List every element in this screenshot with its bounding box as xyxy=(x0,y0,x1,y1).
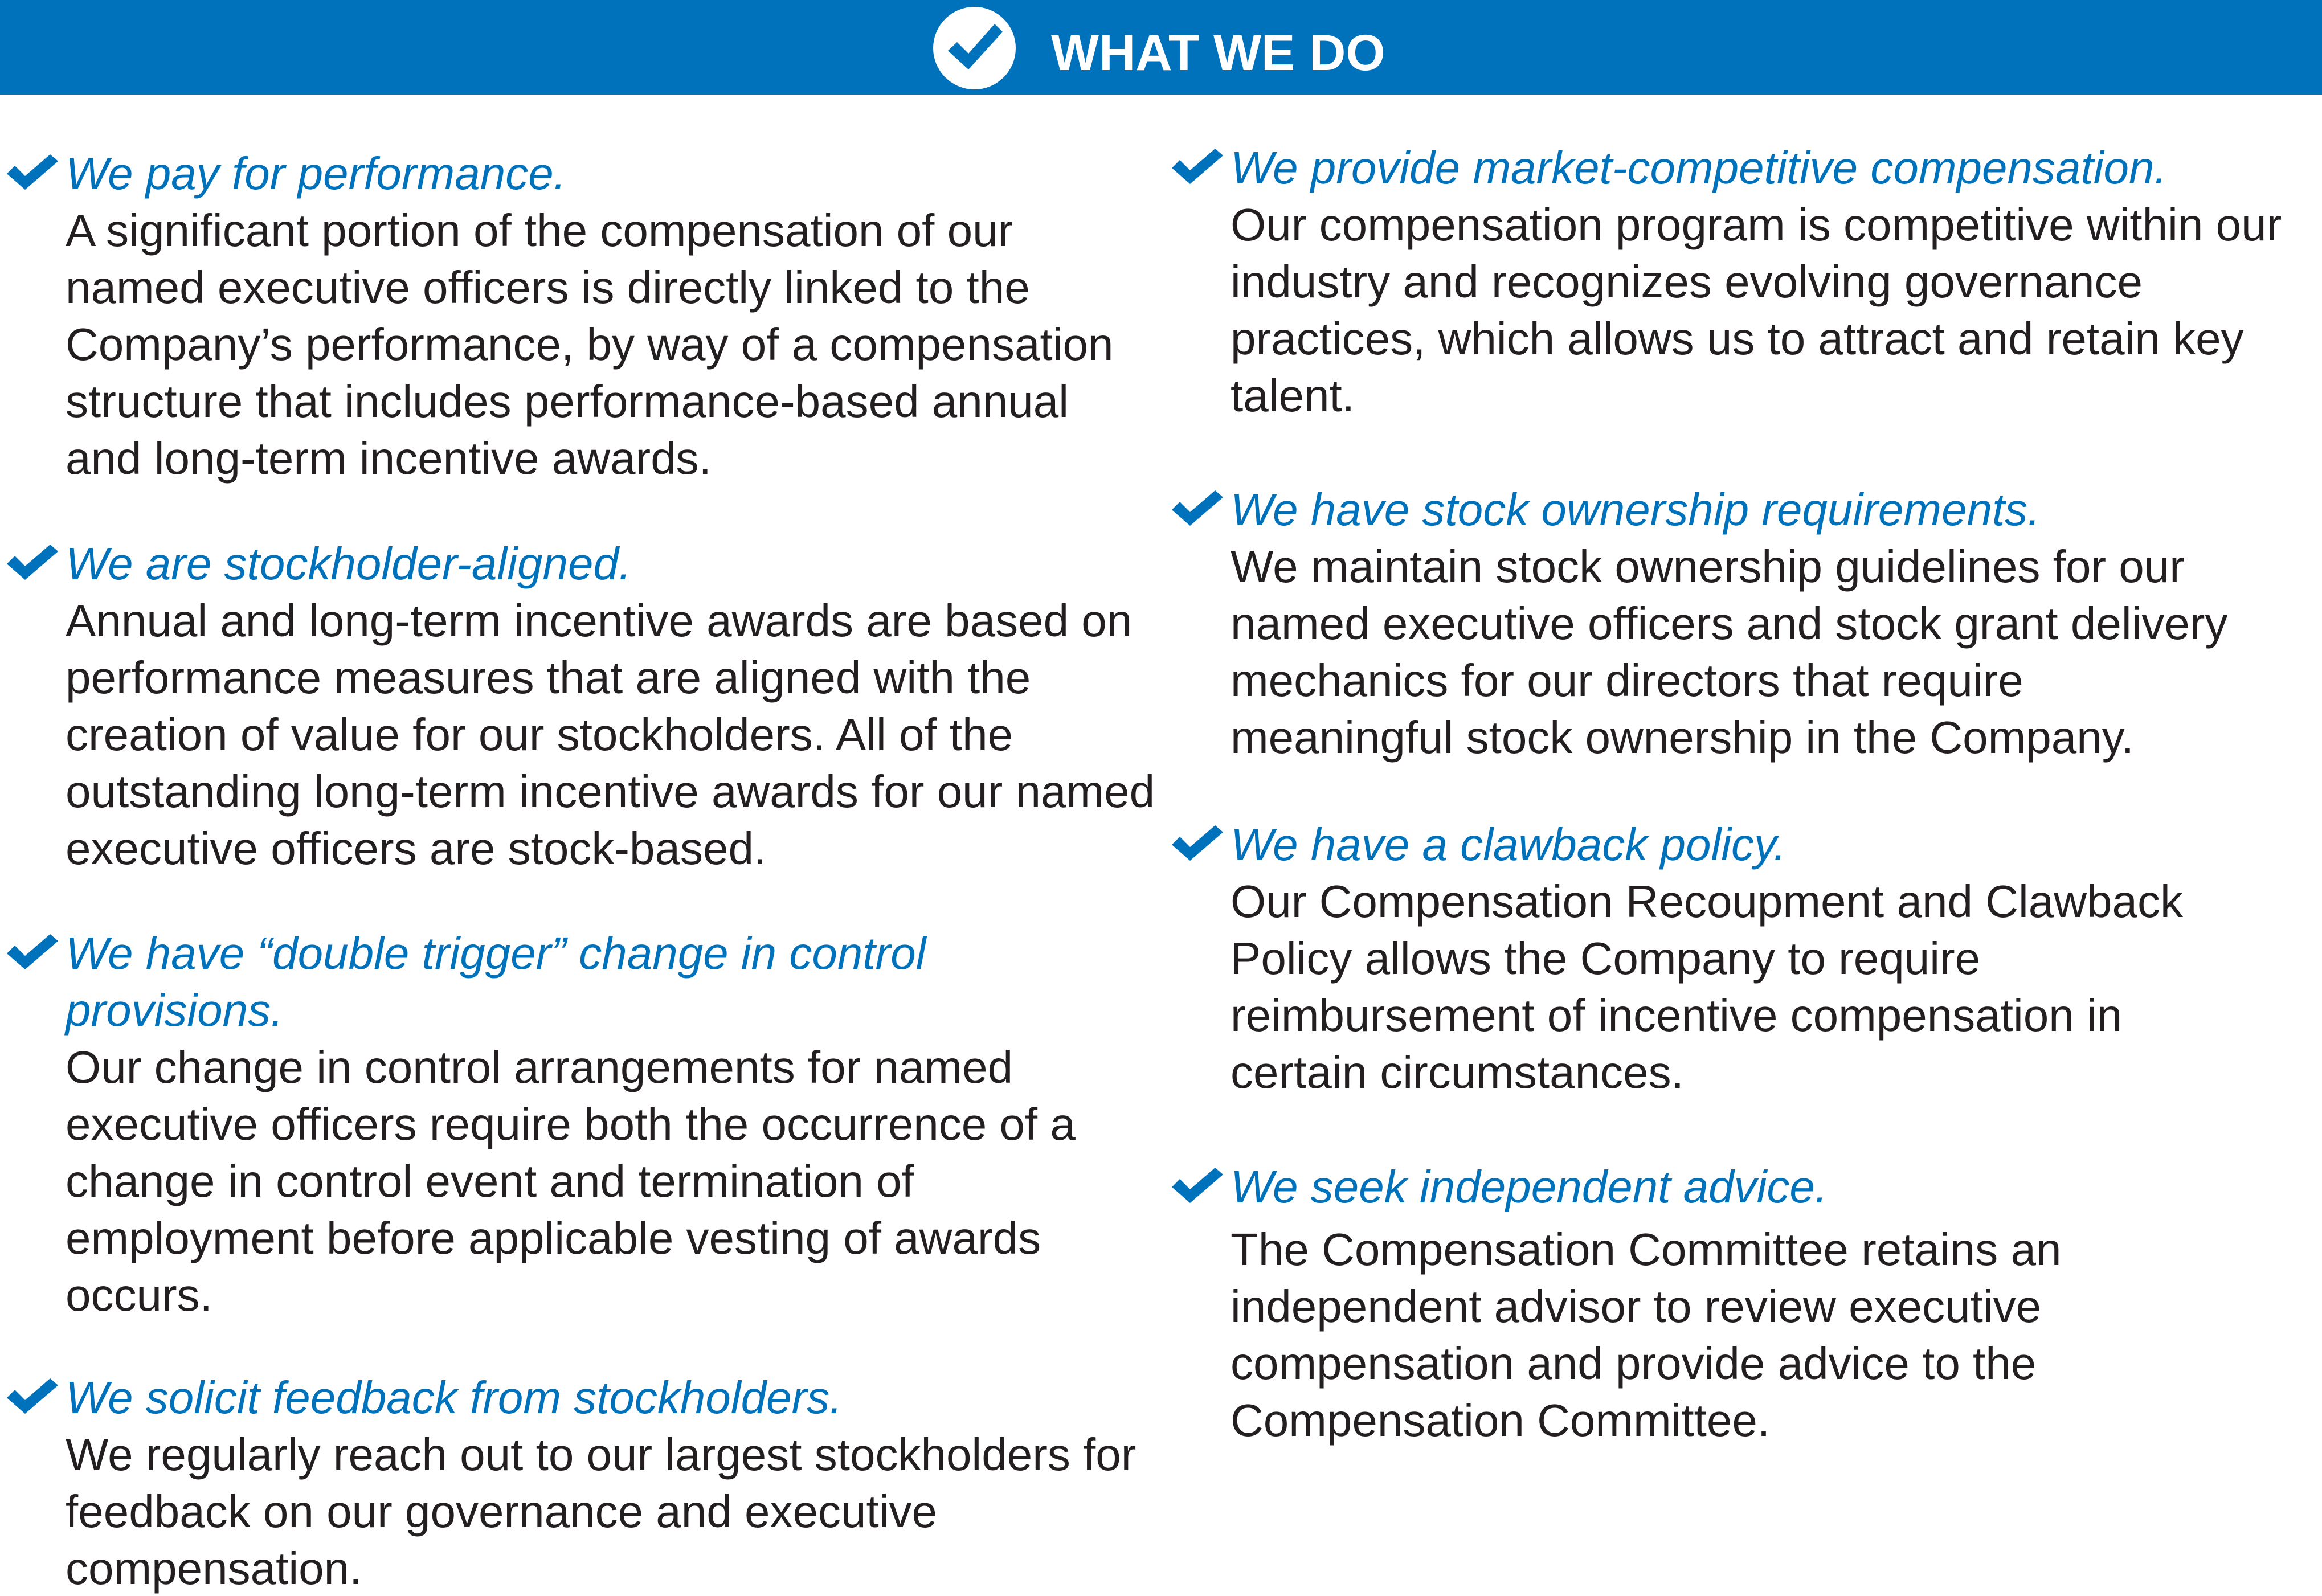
practice-title: We pay for performance. xyxy=(66,148,566,199)
practice-title: We seek independent advice. xyxy=(1231,1161,1828,1212)
check-circle-icon xyxy=(933,7,1016,89)
practice-title: We have a clawback policy. xyxy=(1231,819,1787,870)
practice-description: The Compensation Committee retains an independent advisor to review executive compensation and provide advice to the Compensation Committee. xyxy=(1231,1224,2062,1446)
checkmark-icon xyxy=(1171,489,1224,527)
practice-title: We are stockholder-aligned. xyxy=(66,538,632,589)
checkmark-icon xyxy=(6,933,59,971)
practice-description: A significant portion of the compensation of our named executive officers is directly linked to the Company’s performance, by way of a compensation structure that includes performance-based annual and long-term incentive awards. xyxy=(66,205,1114,484)
practice-title: We have stock ownership requirements. xyxy=(1231,484,2041,535)
practice-description: Annual and long-term incentive awards are based on performance measures that are aligned with the creation of value for our stockholders. All of the outstanding long-term incentive awards for our named executive officers are stock-based. xyxy=(66,595,1155,874)
checkmark-icon xyxy=(1171,148,1224,185)
practice-description: We regularly reach out to our largest stockholders for feedback on our governance and executive compensation. xyxy=(66,1429,1137,1594)
checkmark-icon xyxy=(1171,824,1224,862)
practice-description: Our compensation program is competitive within our industry and recognizes evolving governance practices, which allows us to attract and retain key talent. xyxy=(1231,199,2282,421)
checkmark-icon xyxy=(6,1377,59,1415)
practice-title: We solicit feedback from stockholders. xyxy=(66,1372,843,1423)
section-title: WHAT WE DO xyxy=(1051,24,1385,81)
practice-description: Our change in control arrangements for named executive officers require both the occurrence of a change in control event and termination of employment before applicable vesting of awards occurs. xyxy=(66,1042,1076,1320)
practice-title: We have “double trigger” change in control provisions. xyxy=(66,928,926,1036)
checkmark-icon xyxy=(1171,1167,1224,1204)
checkmark-icon xyxy=(6,543,59,581)
checkmark-icon xyxy=(6,153,59,191)
practice-description: We maintain stock ownership guidelines for our named executive officers and stock grant delivery mechanics for our directors that require meaningful stock ownership in the Company. xyxy=(1231,541,2228,763)
practice-description: Our Compensation Recoupment and Clawback Policy allows the Company to require reimbursement of incentive compensation in certain circumstances. xyxy=(1231,876,2183,1098)
practice-title: We provide market-competitive compensation. xyxy=(1231,142,2167,193)
section-header xyxy=(0,0,2322,95)
